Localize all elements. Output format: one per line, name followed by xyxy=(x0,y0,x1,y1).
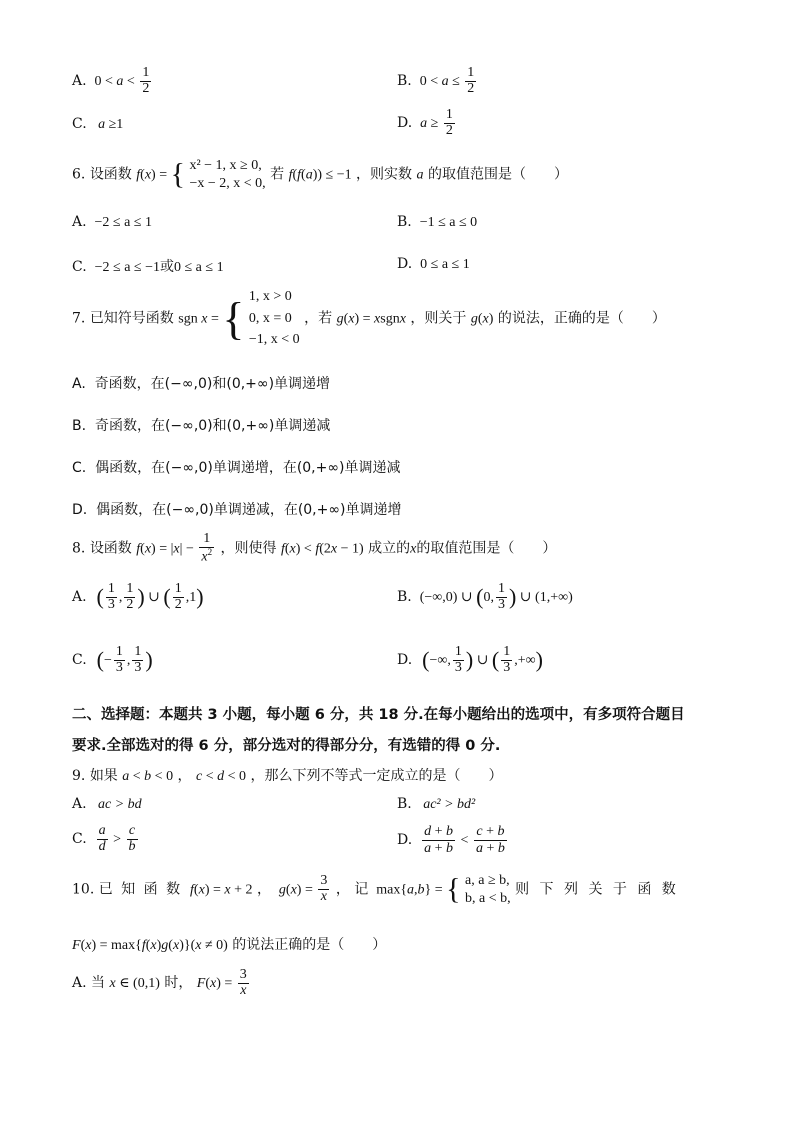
option-label: D. xyxy=(397,115,413,132)
q7-option-d[interactable]: D. 偶函数，在(−∞,0)单调递减，在(0,+∞)单调递增 xyxy=(72,502,402,518)
option-label: C. xyxy=(72,116,87,132)
q8-option-b[interactable]: B. (−∞,0) ∪ (0, $\frac{1}{3}$ ) ∪ (1,+∞) xyxy=(397,581,573,612)
option-label: A. xyxy=(72,73,87,90)
q8-option-d[interactable]: D. (−∞, $\frac{1}{3}$ ) ∪ ( $\frac{1}{3}$ ,+∞) xyxy=(397,644,543,675)
q6-option-b[interactable]: B. −1 ≤ a ≤ 0 xyxy=(397,214,478,230)
question-7: 7. 已知符号函数 sgn x = { 1, x > 0 0, x = 0 −1, x < 0 ，若 g(x) = xsgnx ，则关于 g(x) 的说法，正确的是（ ） xyxy=(72,289,666,348)
q7-option-a[interactable]: A. 奇函数，在(−∞,0)和(0,+∞)单调递增 xyxy=(72,376,331,392)
question-10-line2: F(x) = max{f(x)g(x)}(x ≠ 0) 的说法正确的是（ ） xyxy=(72,937,387,953)
q5-option-c[interactable]: C. a ≥1 xyxy=(72,116,124,132)
question-6: 6. 设函数 f(x) = { x² − 1, x ≥ 0, −x − 2, x < 0, 若 f(f(a)) ≤ −1 ，则实数 a 的取值范围是（ ） xyxy=(72,157,568,191)
section-2-heading-line2: 要求.全部选对的得 6 分，部分选对的得部分分，有选错的得 0 分. xyxy=(72,738,501,754)
q7-option-c[interactable]: C. 偶函数，在(−∞,0)单调递增，在(0,+∞)单调递减 xyxy=(72,460,401,476)
q8-option-a[interactable]: A. ( $\frac{1}{3}$ , $\frac{1}{2}$ ) ∪ ( $\frac{1}{2}$ ,1) xyxy=(72,581,204,612)
q6-option-a[interactable]: A. −2 ≤ a ≤ 1 xyxy=(72,214,152,230)
q9-option-b[interactable]: B. ac² > bd² xyxy=(397,796,476,812)
q9-option-c[interactable]: C. $\frac{a}{d}$ > $\frac{c}{b}$ xyxy=(72,823,136,854)
q5-option-a[interactable]: A. 0 < a < $\frac{1}{2}$ xyxy=(72,65,150,96)
question-9: 9. 如果 a < b < 0 ， c < d < 0 ，那么下列不等式一定成立的是（ ） xyxy=(72,768,503,784)
q5-option-b[interactable]: B. 0 < a ≤ $\frac{1}{2}$ xyxy=(397,65,475,96)
option-label: B. xyxy=(397,73,412,90)
q5-option-d[interactable]: D. a ≥ $\frac{1}{2}$ xyxy=(397,107,453,138)
question-10: 10. 已 知 函 数 f(x) = x + 2 ， g(x) = $\frac{3}{x}$ ， 记 max{a,b} = { a, a ≥ b, b, a < b, 则 下 列 关 于 函 数 xyxy=(72,872,679,906)
question-8: 8. 设函数 f(x) = |x| − $\frac{1}{x^2}$ ，则使得 f(x) < f(2x − 1) 成立的x的取值范围是（ ） xyxy=(72,531,557,565)
q6-option-d[interactable]: D. 0 ≤ a ≤ 1 xyxy=(397,256,470,272)
q7-option-b[interactable]: B. 奇函数，在(−∞,0)和(0,+∞)单调递减 xyxy=(72,418,331,434)
q9-option-a[interactable]: A. ac > bd xyxy=(72,796,142,812)
q6-option-c[interactable]: C. −2 ≤ a ≤ −1或0 ≤ a ≤ 1 xyxy=(72,259,224,275)
q9-option-d[interactable]: D. $\frac{d + b}{a + b}$ < $\frac{c + b}{a + b}$ xyxy=(397,824,505,856)
q8-option-c[interactable]: C. (− $\frac{1}{3}$ , $\frac{1}{3}$ ) xyxy=(72,644,153,675)
section-2-heading-line1: 二、选择题：本题共 3 小题，每小题 6 分，共 18 分.在每小题给出的选项中，有多项符合题目 xyxy=(72,707,685,723)
q10-option-a[interactable]: A. 当 x ∈ (0,1) 时， F(x) = $\frac{3}{x}$ xyxy=(72,967,247,998)
